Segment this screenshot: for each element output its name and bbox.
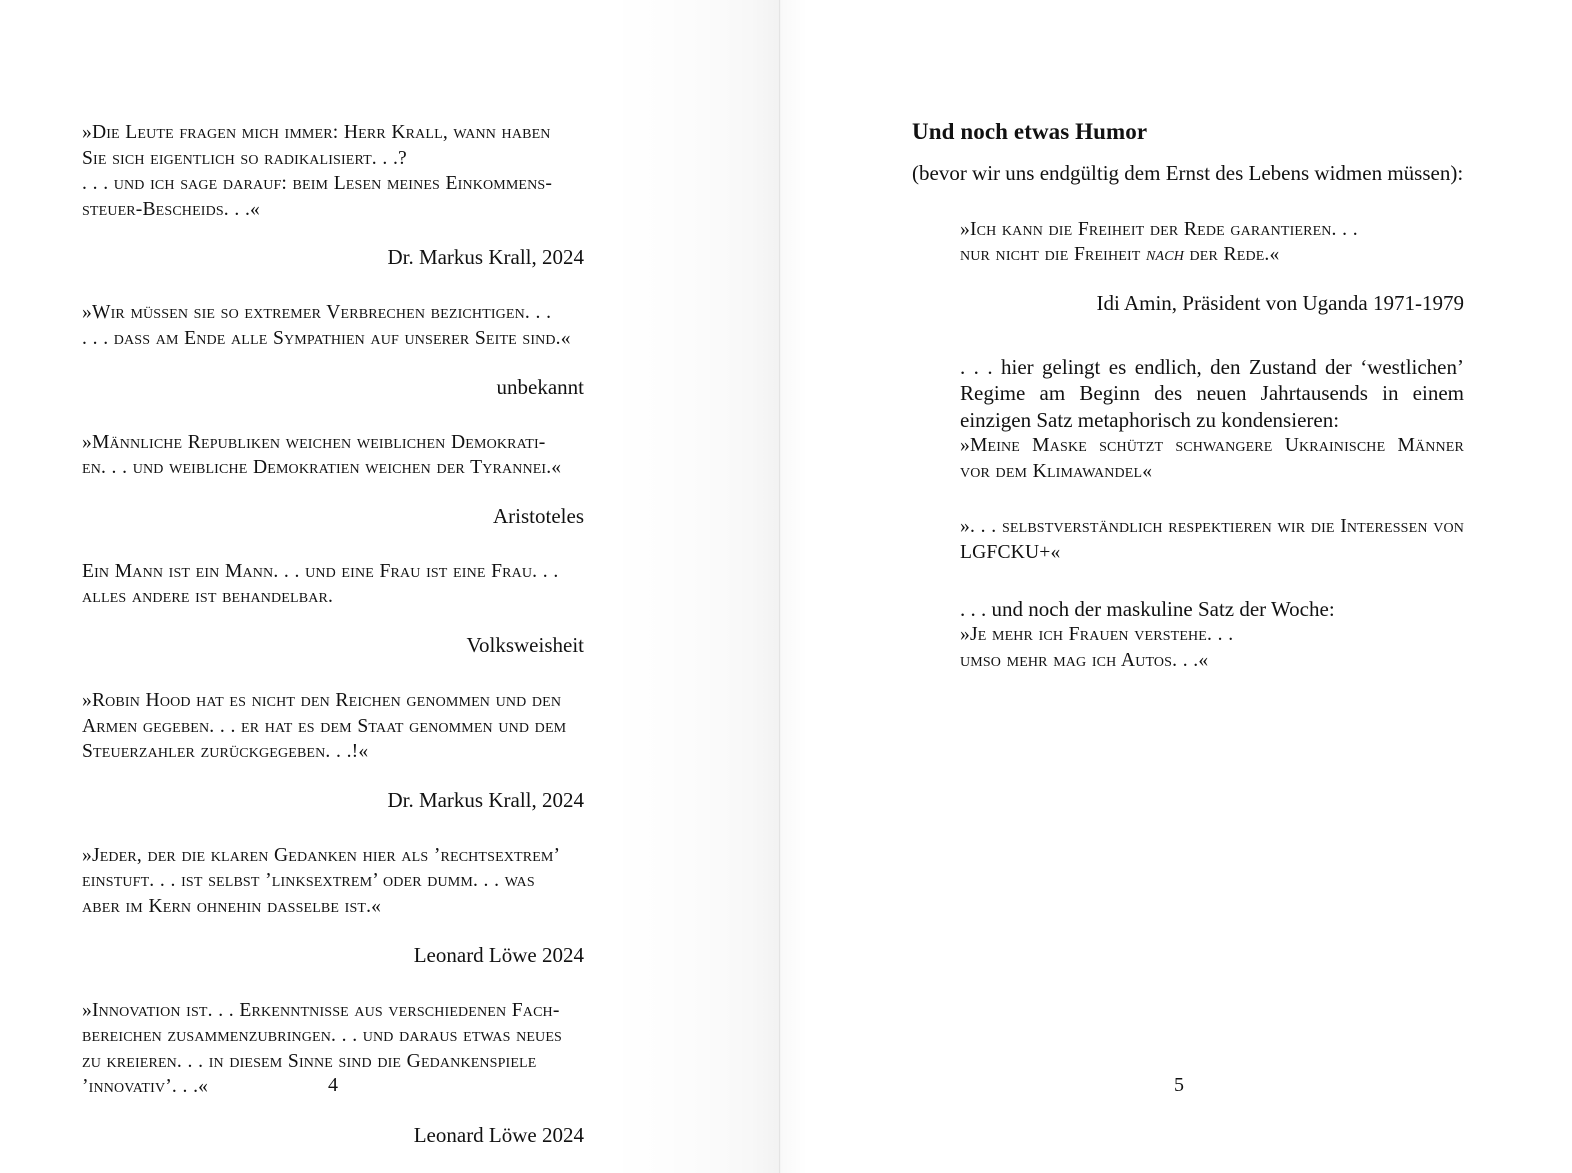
quote-entry	[82, 120, 584, 270]
emphasis-nach: nach	[1146, 244, 1184, 266]
quote-entry-indented	[960, 514, 1464, 565]
page-number-left: 4	[328, 1074, 338, 1096]
spacer	[82, 481, 584, 503]
spacer	[82, 352, 584, 374]
spacer	[82, 270, 584, 300]
spacer	[912, 187, 1464, 217]
commentary-block	[960, 354, 1464, 485]
quote-text: »Ich kann die Freiheit der Rede garantieren. . . nur nicht die Freiheit nach der Rede.«	[960, 218, 1358, 266]
right-page	[786, 0, 1572, 1173]
quote-entry	[82, 843, 584, 968]
quote-entry	[82, 998, 584, 1148]
spacer	[82, 813, 584, 843]
quote-text: »Jeder, der die klaren Gedanken hier als ’rechtsextrem’ einstuft. . . ist selbst ’linksextrem’ oder dumm. . . was aber im Kern ohnehin dasselbe ist.«	[82, 844, 561, 917]
commentary-block	[960, 596, 1464, 674]
section-heading: Und noch etwas Humor	[912, 119, 1148, 144]
spacer	[912, 146, 1464, 160]
spacer	[82, 1100, 584, 1122]
right-page-text-column	[912, 118, 1464, 673]
left-page-text-column	[82, 120, 584, 1148]
quote-attribution: Aristoteles	[493, 503, 584, 528]
quote-text: »Männliche Republiken weichen weiblichen Demokrati- en. . . und weibliche Demokratien weichen der Tyrannei.«	[82, 431, 562, 479]
quote-attribution: unbekannt	[496, 374, 584, 399]
commentary-text: . . . und noch der maskuline Satz der Woche:	[960, 596, 1335, 621]
quote-text: »Robin Hood hat es nicht den Reichen genommen und den Armen gegeben. . . er hat es dem Staat genommen und dem Steuerzahler zurückgegeben. . .!«	[82, 689, 567, 763]
quote-entry	[82, 688, 584, 813]
quote-text: Ein Mann ist ein Mann. . . und eine Frau ist eine Frau. . . alles andere ist behandelbar.	[82, 560, 559, 608]
quote-entry	[82, 300, 584, 399]
quote-text: »Je mehr ich Frauen verstehe. . . umso mehr mag ich Autos. . .«	[960, 624, 1234, 671]
page-number-right: 5	[1174, 1074, 1184, 1096]
spacer	[82, 968, 584, 998]
spacer	[82, 765, 584, 787]
quote-attribution: Leonard Löwe 2024	[413, 1122, 584, 1147]
spacer	[82, 610, 584, 632]
quote-attribution: Leonard Löwe 2024	[413, 942, 584, 967]
spacer	[912, 316, 1464, 354]
quote-entry	[82, 430, 584, 529]
section-subtitle: (bevor wir uns endgültig dem Ernst des Lebens widmen müssen):	[912, 161, 1464, 185]
spacer	[912, 484, 1464, 514]
spacer	[82, 658, 584, 688]
quote-attribution: Dr. Markus Krall, 2024	[387, 245, 584, 270]
quote-text: »Die Leute fragen mich immer: Herr Krall, wann haben Sie sich eigentlich so radikalisiert. . .? . . . und ich sage darauf: beim Lesen meines Einkommens- steuer-Bescheids. . .«	[82, 122, 552, 220]
spacer	[82, 920, 584, 942]
quote-text: »Meine Maske schützt schwangere Ukrainische Männer vor dem Klimawandel«	[960, 435, 1464, 482]
quote-text: »Innovation ist. . . Erkenntnisse aus verschiedenen Fach- bereichen zusammenzubringen. . . und daraus etwas neues zu kreieren. . . in diesem Sinne sind die Gedankenspiele ’innovativ’. . .«	[82, 999, 562, 1098]
spacer	[960, 268, 1464, 290]
quote-attribution: Dr. Markus Krall, 2024	[387, 787, 584, 812]
quote-attribution: Idi Amin, Präsident von Uganda 1971-1979	[1096, 290, 1464, 315]
quote-text: ». . . selbstverständlich respektieren wir die Interessen von LGFCKU+«	[960, 516, 1464, 563]
quote-entry-indented	[960, 217, 1464, 316]
quote-attribution: Volksweisheit	[466, 632, 584, 657]
spacer	[82, 529, 584, 559]
spacer	[82, 222, 584, 244]
quote-entry	[82, 559, 584, 658]
commentary-text: . . . hier gelingt es endlich, den Zustand der ‘westlichen’ Regime am Beginn des neuen Jahrtausends in einem einzigen Satz metaphorisch zu kondensieren:	[960, 354, 1464, 432]
spacer	[82, 400, 584, 430]
spacer	[912, 566, 1464, 596]
quote-text: »Wir müssen sie so extremer Verbrechen bezichtigen. . . . . . dass am Ende alle Sympathien auf unserer Seite sind.«	[82, 302, 571, 349]
